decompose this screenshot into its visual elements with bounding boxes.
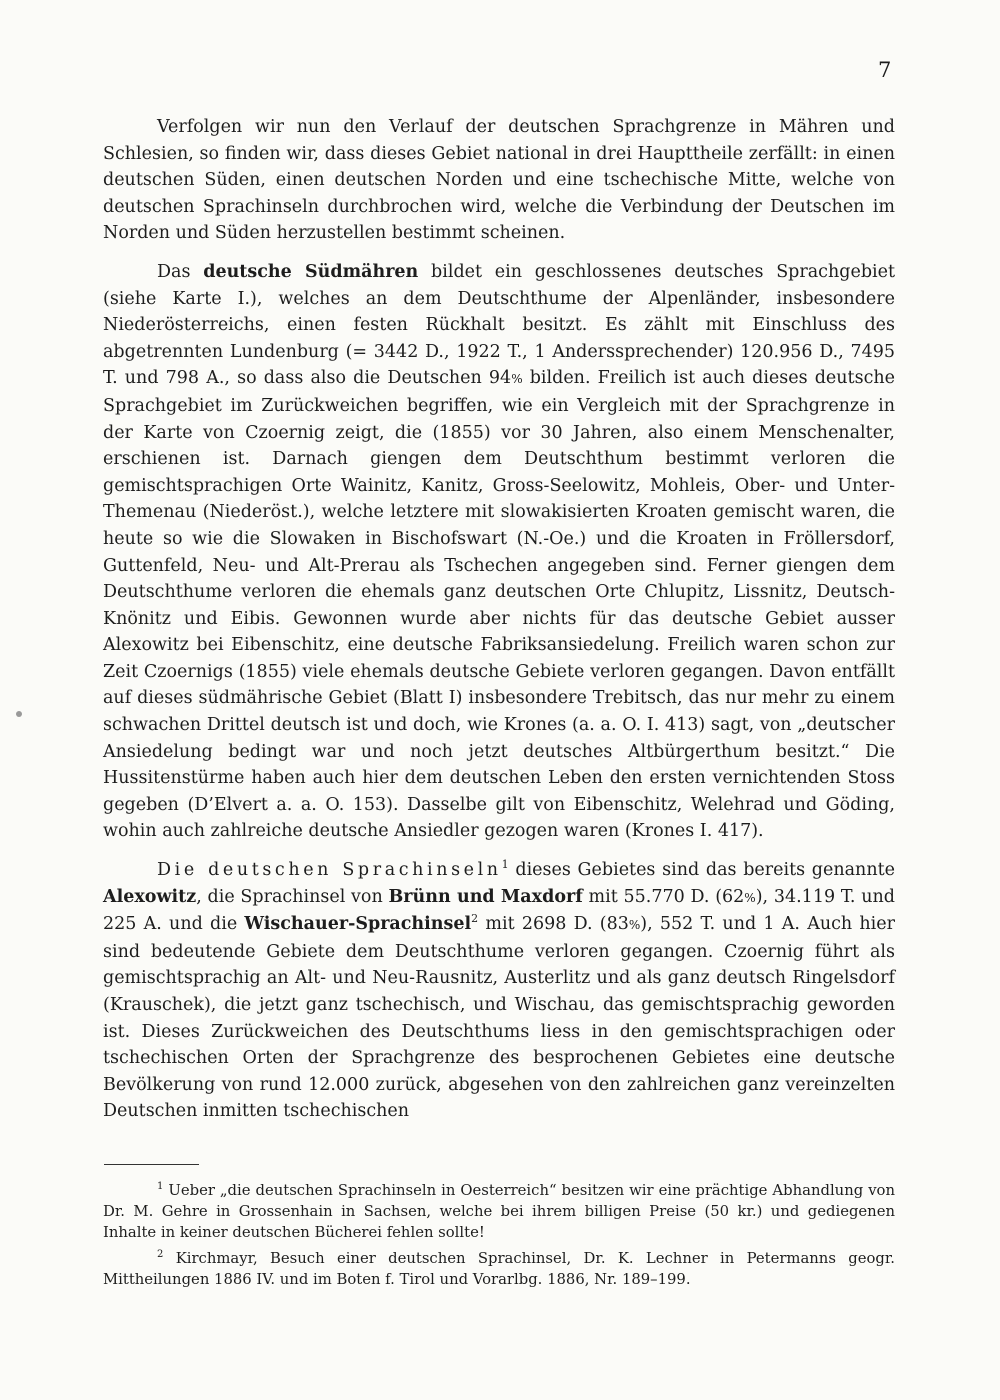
place-bruenn-maxdorf: Brünn und Maxdorf — [388, 886, 583, 907]
text-fragment: dieses Gebietes sind das bereits genannte — [508, 860, 895, 881]
place-alexowitz: Alexowitz — [103, 886, 197, 907]
paragraph-intro: Verfolgen wir nun den Verlauf der deutschen Sprachgrenze in Mähren und Schlesien, so finden wir, dass dieses Gebiet national in drei Haupttheile zerfällt: in einen deutschen Süden, einen deutschen Norden und eine tschechische Mitte, welche von deutschen Sprachinseln durchbrochen wird, welche die Verbindung der Deutschen im Norden und Süden herzustellen bestimmt scheinen. — [103, 117, 895, 244]
text-fragment: bilden. Freilich ist auch dieses deutsche Sprachgebiet im Zurückweichen begriffen, wie ein Vergleich mit der Sprachgrenze in der Karte von Czoernig zeigt, die (1855) vor 30 Jahren, also einem Menschenalter, erschienen ist. Darnach giengen dem Deutschthum bestimmt verloren die gemischtsprachigen Orte Wainitz, Kanitz, Gross-Seelowitz, Mohleis, Ober- und Unter-Themenau (Niederöst.), welche letztere mit slowakisierten Kroaten gemischt waren, die heute so wie die Slowaken in Bischofswart (N.-Oe.) und die Kroaten in Fröllersdorf, Guttenfeld, Neu- und Alt-Prerau als Tschechen angegeben sind. Ferner giengen dem Deutschthume verloren die ehemals ganz deutschen Orte Chlupitz, Lissnitz, Deutsch-Knönitz und Eibis. Gewonnen wurde aber nichts für das deutsche Gebiet ausser Alexowitz bei Eibenschitz, eine deutsche Fabriksansiedelung. Freilich waren schon zur Zeit Czoernigs (1855) viele ehemals deutsche Gebiete verloren gegangen. Davon entfällt auf dieses südmährische Gebiet (Blatt I) insbesondere Trebitsch, das nur mehr zu einem schwachen Drittel deutsch ist und doch, wie Krones (a. a. O. I. 413) sagt, von „deutscher Ansiedelung bedingt war und noch jetzt deutsches Altbürgerthum besitzt.“ Die Hussitenstürme haben auch hier dem deutschen Leben den ersten vernichtenden Stoss gegeben (D’Elvert a. a. O. 153). Dasselbe gilt von Eibenschitz, Welehrad und Göding, wohin auch zahlreiche deutsche Ansiedler gezogen waren (Krones I. 417). — [103, 368, 896, 842]
section-heading-suedmaehren: deutsche Südmähren — [203, 261, 419, 282]
section-heading-sprachinseln: Die deutschen Sprachinseln — [157, 860, 502, 881]
text-fragment: , die Sprachinsel von — [196, 886, 389, 907]
place-wischauer: Wischauer-Sprachinsel — [244, 914, 472, 935]
footnote-ref-1: 1 — [501, 858, 509, 872]
percent-sign: % — [744, 890, 756, 905]
paragraph-suedmaehren — [103, 259, 895, 845]
percent-sign: % — [511, 372, 523, 387]
footnote-mark: 1 — [157, 1181, 164, 1193]
percent-sign: % — [628, 918, 641, 933]
footnotes — [103, 1180, 895, 1290]
text-fragment: Das — [157, 261, 204, 282]
footnote-divider — [104, 1164, 199, 1165]
footnote-mark: 2 — [157, 1249, 164, 1261]
main-text — [103, 114, 895, 1125]
text-fragment: mit 55.770 D. (62 — [582, 886, 745, 907]
text-fragment: mit 2698 D. (83 — [478, 914, 629, 935]
text-fragment: bildet ein geschlossenes deutsches Sprachgebiet (siehe Karte I.), welches an dem Deutschthume der Alpenländer, insbesondere Niederösterreichs, einen festen Rückhalt besitzt. Es zählt mit Einschluss des abgetrennten Lundenburg (= 3442 D., 1922 T., 1 Anderssprechender) 120.956 D., 7495 T. und 798 A., so dass also die Deutschen 94 — [103, 261, 896, 389]
footnote-1 — [103, 1180, 895, 1243]
text-fragment: ), 552 T. und 1 A. Auch hier sind bedeutende Gebiete dem Deutschthume verloren gegangen. Czoernig führt als gemischtsprachig an Alt- und Neu-Rausnitz, Austerlitz und als ganz deutsch Ringelsdorf (Krauschek), die jetzt ganz tschechisch, und Wischau, das gemischtsprachig geworden ist. Dieses Zurückweichen des Deutschthums liess in den gemischtsprachigen oder tschechischen Orten der Sprachgrenze des besprochenen Gebietes eine deutsche Bevölkerung von rund 12.000 zurück, abgesehen von den zahlreichen ganz vereinzelten Deutschen inmitten tschechischen — [103, 914, 895, 1122]
page-number: 7 — [878, 58, 892, 82]
footnote-2 — [103, 1248, 895, 1290]
text-fragment: ), 34.119 T. und 225 A. und die — [103, 886, 895, 935]
footnote-ref-2: 2 — [471, 912, 479, 926]
paper-speck — [16, 711, 22, 717]
paragraph-sprachinseln — [103, 857, 895, 1125]
footnote-text: Ueber „die deutschen Sprachinseln in Oesterreich“ besitzen wir eine prächtige Abhandlung von Dr. M. Gehre in Grossenhain in Sachsen, welche bei ihrem billigen Preise (50 kr.) und gediegenen Inhalte in keiner deutschen Bücherei fehlen sollte! — [103, 1182, 895, 1241]
footnote-text: Kirchmayr, Besuch einer deutschen Sprachinsel, Dr. K. Lechner in Petermanns geogr. Mittheilungen 1886 IV. und im Boten f. Tirol und Vorarlbg. 1886, Nr. 189–199. — [103, 1250, 895, 1288]
